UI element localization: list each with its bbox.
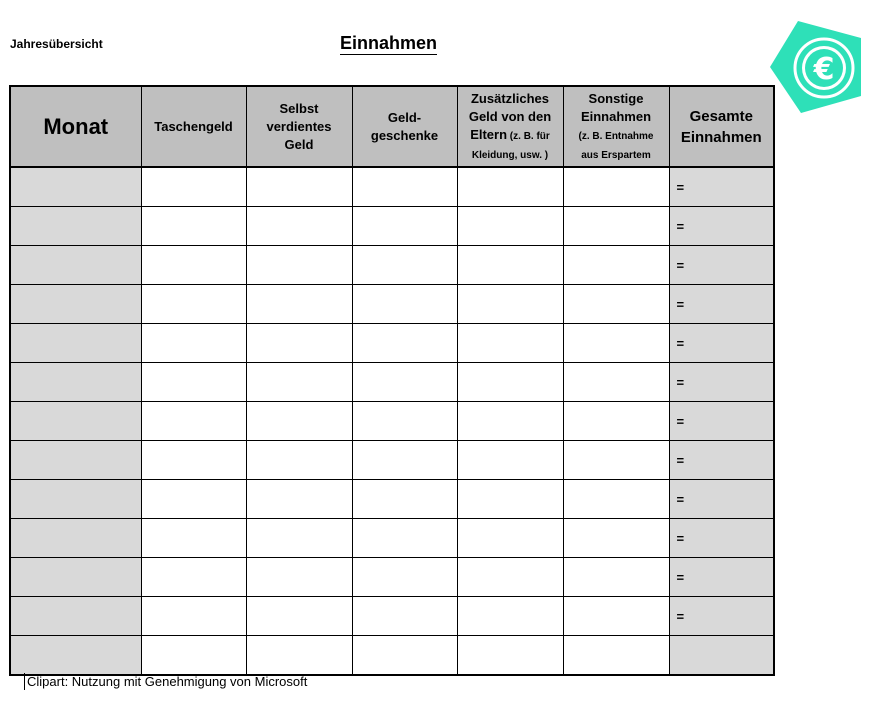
income-cell[interactable]: [246, 167, 352, 207]
table-row: [10, 597, 774, 636]
income-cell[interactable]: [563, 207, 669, 246]
total-cell[interactable]: =: [669, 363, 774, 402]
income-cell[interactable]: [246, 402, 352, 441]
month-cell[interactable]: [10, 207, 141, 246]
column-header-gesamt: Gesamte Einnahmen: [669, 86, 774, 167]
income-cell[interactable]: [563, 402, 669, 441]
total-cell[interactable]: =: [669, 207, 774, 246]
total-cell[interactable]: [669, 636, 774, 676]
income-cell[interactable]: [246, 207, 352, 246]
income-cell[interactable]: [563, 167, 669, 207]
income-cell[interactable]: [563, 441, 669, 480]
income-cell[interactable]: [457, 363, 563, 402]
income-cell[interactable]: [352, 207, 457, 246]
euro-icon: [768, 20, 862, 114]
total-cell[interactable]: =: [669, 441, 774, 480]
income-cell[interactable]: [457, 285, 563, 324]
income-cell[interactable]: [563, 636, 669, 676]
month-cell[interactable]: [10, 558, 141, 597]
income-cell[interactable]: [246, 519, 352, 558]
table-row: [10, 636, 774, 676]
page-title: Einnahmen: [340, 33, 438, 53]
total-cell[interactable]: =: [669, 519, 774, 558]
total-cell[interactable]: =: [669, 324, 774, 363]
income-cell[interactable]: [352, 363, 457, 402]
page-subtitle: Jahresübersicht: [10, 37, 103, 51]
income-cell[interactable]: [246, 285, 352, 324]
income-cell[interactable]: [246, 597, 352, 636]
column-header-selbst-verdient: Selbst verdientes Geld: [246, 86, 352, 167]
income-cell[interactable]: [246, 324, 352, 363]
income-cell[interactable]: [141, 597, 246, 636]
income-cell[interactable]: [352, 480, 457, 519]
table-row: [10, 167, 774, 207]
income-cell[interactable]: [457, 207, 563, 246]
income-cell[interactable]: [352, 285, 457, 324]
income-cell[interactable]: [352, 324, 457, 363]
income-cell[interactable]: [563, 480, 669, 519]
month-cell[interactable]: [10, 167, 141, 207]
income-cell[interactable]: [457, 519, 563, 558]
income-cell[interactable]: [141, 285, 246, 324]
column-header-sonstige: Sonstige Einnahmen (z. B. Entnahme aus Erspartem: [563, 86, 669, 167]
income-cell[interactable]: [141, 519, 246, 558]
income-cell[interactable]: [246, 441, 352, 480]
income-cell[interactable]: [246, 558, 352, 597]
column-header-month: Monat: [10, 86, 141, 167]
month-cell[interactable]: [10, 285, 141, 324]
income-cell[interactable]: [457, 480, 563, 519]
table-row: [10, 402, 774, 441]
income-cell[interactable]: [457, 597, 563, 636]
income-cell[interactable]: [563, 519, 669, 558]
income-cell[interactable]: [352, 558, 457, 597]
income-cell[interactable]: [141, 246, 246, 285]
total-cell[interactable]: =: [669, 167, 774, 207]
income-cell[interactable]: [352, 246, 457, 285]
month-cell[interactable]: [10, 324, 141, 363]
income-cell[interactable]: [352, 519, 457, 558]
income-cell[interactable]: [141, 441, 246, 480]
month-cell[interactable]: [10, 636, 141, 676]
income-cell[interactable]: [246, 636, 352, 676]
table-row: [10, 246, 774, 285]
income-cell[interactable]: [141, 636, 246, 676]
income-cell[interactable]: [352, 597, 457, 636]
total-cell[interactable]: =: [669, 246, 774, 285]
table-row: [10, 519, 774, 558]
table-row: [10, 480, 774, 519]
income-cell[interactable]: [457, 558, 563, 597]
column-header-eltern: Zusätzliches Geld von den Eltern (z. B. für Kleidung, usw. ): [457, 86, 563, 167]
income-cell[interactable]: [457, 441, 563, 480]
month-cell[interactable]: [10, 480, 141, 519]
income-cell[interactable]: [141, 402, 246, 441]
total-cell[interactable]: =: [669, 597, 774, 636]
total-cell[interactable]: =: [669, 558, 774, 597]
table-row: [10, 441, 774, 480]
table-row: [10, 363, 774, 402]
footer-credit: Clipart: Nutzung mit Genehmigung von Microsoft: [24, 673, 307, 690]
total-cell[interactable]: =: [669, 480, 774, 519]
month-cell[interactable]: [10, 519, 141, 558]
month-cell[interactable]: [10, 402, 141, 441]
month-cell[interactable]: [10, 441, 141, 480]
total-cell[interactable]: =: [669, 285, 774, 324]
income-cell[interactable]: [352, 402, 457, 441]
income-cell[interactable]: [457, 167, 563, 207]
month-cell[interactable]: [10, 597, 141, 636]
table-row: [10, 207, 774, 246]
income-cell[interactable]: [246, 480, 352, 519]
income-cell[interactable]: [457, 324, 563, 363]
table-row: [10, 558, 774, 597]
income-cell[interactable]: [141, 363, 246, 402]
income-cell[interactable]: [457, 402, 563, 441]
income-cell[interactable]: [563, 597, 669, 636]
table-row: [10, 324, 774, 363]
income-cell[interactable]: [563, 246, 669, 285]
income-cell[interactable]: [352, 636, 457, 676]
column-header-taschengeld: Taschengeld: [141, 86, 246, 167]
table-row: [10, 285, 774, 324]
month-cell[interactable]: [10, 246, 141, 285]
income-cell[interactable]: [141, 480, 246, 519]
income-table: [9, 85, 775, 676]
income-cell[interactable]: [457, 246, 563, 285]
income-cell[interactable]: [141, 558, 246, 597]
income-cell[interactable]: [141, 167, 246, 207]
euro-symbol: €: [813, 52, 835, 87]
income-cell[interactable]: [141, 207, 246, 246]
column-header-geldgeschenke: Geld- geschenke: [352, 86, 457, 167]
income-cell[interactable]: [457, 636, 563, 676]
income-cell[interactable]: [246, 246, 352, 285]
income-cell[interactable]: [563, 558, 669, 597]
income-cell[interactable]: [563, 363, 669, 402]
month-cell[interactable]: [10, 363, 141, 402]
income-cell[interactable]: [246, 363, 352, 402]
income-cell[interactable]: [352, 441, 457, 480]
header-row: [10, 86, 774, 167]
income-cell[interactable]: [141, 324, 246, 363]
total-cell[interactable]: =: [669, 402, 774, 441]
income-cell[interactable]: [563, 324, 669, 363]
income-cell[interactable]: [352, 167, 457, 207]
income-cell[interactable]: [563, 285, 669, 324]
